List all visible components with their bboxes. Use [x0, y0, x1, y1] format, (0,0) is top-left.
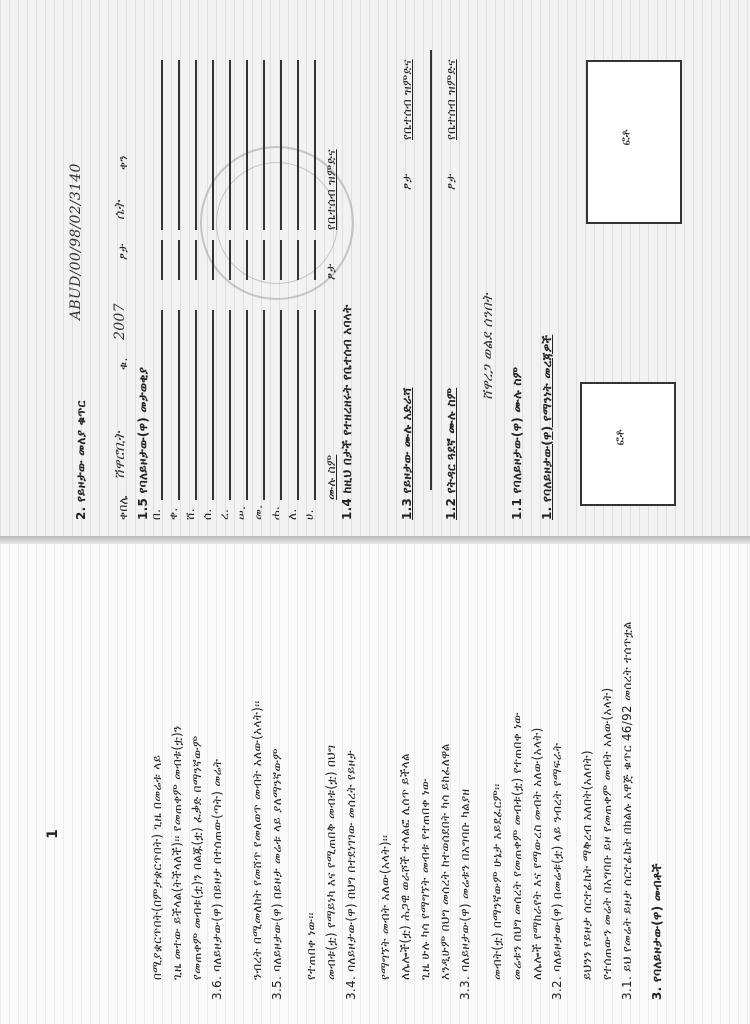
para-3-1-line-2: የተሰጠውን መሬት በአግባቡ ይዞ የመጠቀም መብት አለው(አላት): [600, 687, 614, 980]
field-id-kebele-label: ቀበሌ: [116, 495, 130, 520]
field-id-kebele-value: ሽዋሮቢት: [112, 431, 128, 480]
family-row-name-line: [263, 310, 265, 500]
family-row-letter: ረ.: [217, 508, 231, 520]
para-3-2-line-3: መሬቱን በህግ መሰረት የመጠቀም መብቱ(ቷ) የተጠበቀ ነው: [510, 712, 524, 980]
page-fold: [0, 536, 750, 544]
para-3-2: 3.2. ባለይዞታው(ዋ) በመሬቱ(ቷ) ላይ ንብረት የማፍራት: [550, 742, 564, 1000]
family-row-relation-line: [246, 60, 248, 230]
photo-box-1-label: ፎቶ: [618, 129, 633, 146]
family-row-relation-line: [229, 60, 231, 230]
para-3-4: 3.4. ባለይዞታው(ዋ) በህግ በተደነገገው መሰረት የይዞታ: [344, 750, 358, 1000]
family-row-relation-line: [195, 60, 197, 230]
field-address-relation-label: የቤተሰብ ዝምድና: [400, 59, 414, 140]
para-3-1-line-3: ይህንን የይዞታ ሰርተፊኬት ማቅረብ አለበት(አለባት): [580, 750, 594, 980]
field-parcel-id-value: ABUD/00/98/02/3140: [68, 163, 84, 320]
family-row-name-line: [161, 310, 163, 500]
family-row-letter: ሠ.: [234, 505, 248, 520]
family-row-sex-line: [212, 240, 214, 280]
family-row-name-line: [246, 310, 248, 500]
family-row-letter: ሐ.: [268, 505, 282, 520]
field-address-label: 1.3 የይዞታው ሙሉ አድራሻ: [400, 387, 414, 520]
family-row-letter: ሀ.: [302, 509, 316, 520]
para-3-1: 3.1. ይህ የመሬት ይዞታ ሰርተፊኬት በክልሉ አዋጅ ቁጥር 46/92 መሰረት ተሰጥቷል: [620, 621, 634, 1000]
para-3-6-line-4: በሚያቋርጥበት(በምታቋርጥበት) ጊዜ በመሬቱ ላይ: [150, 754, 164, 980]
family-col-sex: ፆታ: [324, 263, 338, 280]
family-row-name-line: [229, 310, 231, 500]
family-col-relation: የቤተሰብ ዝምድና: [324, 149, 338, 230]
para-3-5-line-2: ንብረት በሚመለከት የመሸጥ የመለወጥ መብት አለው(አላት)፡፡: [250, 700, 264, 980]
para-3-3-line-4: ለሌሎች(ቷ) ሕጋዊ ወራሾች ተላልፎ ሊሰጥ ይችላል: [398, 753, 412, 980]
family-row-letter: ለ.: [285, 508, 299, 520]
field-id-date-label: ቀን: [116, 155, 130, 170]
family-col-name: ሙሉ ስም: [324, 454, 338, 500]
section-3-heading: 3. የባለይዞታው(ዋ) መብቶች: [650, 863, 664, 1000]
field-id-sex-value: ሴት: [112, 200, 128, 220]
para-3-6: 3.6. ባለይዞታው(ዋ) በይዞታ በተሰጠው(ጣት) መሬት: [210, 758, 224, 1000]
para-3-3-line-3: ጊዜ ሁሉ ካሳ የማግኘት መብቱ የተጠበቀ ነው: [418, 778, 432, 980]
registration-form: [40, 20, 690, 520]
field-id-number-label: ቁ.: [116, 357, 130, 370]
para-3-3-line-2: እንዲሁም በህግ መሰረት ከተወሰደበት ካሳ ይከፈለዋል: [438, 743, 452, 980]
family-row-relation-line: [263, 60, 265, 230]
photo-box-2-label: ፎቶ: [612, 429, 627, 446]
family-row-sex-line: [314, 240, 316, 280]
family-row-sex-line: [263, 240, 265, 280]
family-row-relation-line: [280, 60, 282, 230]
para-3-4-line-3: የተጠበቀ ነው፡፡: [304, 912, 318, 980]
para-3-4-line-2: መብቱ(ቷ) የማይነካ እና የሚጠበቅ መብቱ(ቷ) በህግ: [324, 744, 338, 980]
field-spouse-relation-label: የቤተሰብ ዝምድና: [444, 59, 458, 140]
family-row-relation-line: [314, 60, 316, 230]
family-row-name-line: [195, 310, 197, 500]
family-row-sex-line: [297, 240, 299, 280]
spouse-entry-line: [430, 50, 432, 490]
family-row-sex-line: [280, 240, 282, 280]
field-id-sex-label: ፆታ: [116, 243, 130, 260]
family-row-sex-line: [161, 240, 163, 280]
para-3-5: 3.5. ባለይዞታው(ዋ) በይዞታ መሬቱ ላይ ያለማንኛውም: [270, 748, 284, 1000]
family-row-sex-line: [229, 240, 231, 280]
family-row-letter: ሸ.: [183, 508, 197, 520]
field-family-members-label: 1.4 ከዚህ በታች የተዘረዘሩት የቤተሰብ አባላት: [340, 304, 354, 520]
field-address-sex-label: ፆታ: [400, 173, 414, 190]
rights-section: [90, 570, 730, 1000]
family-row-letter: መ.: [251, 504, 265, 520]
field-parcel-id-label: 2. የይዞታው መለያ ቁጥር: [74, 400, 88, 520]
family-row-name-line: [280, 310, 282, 500]
family-row-sex-line: [195, 240, 197, 280]
family-row-letter: በ.: [149, 508, 163, 520]
field-id-number-value: 2007: [112, 303, 128, 340]
para-3-6-line-3: ጊዜ መተው ይችላል(ትችላለች)፡፡ የመጠቀም መብቱ(ቷ)ን: [170, 725, 184, 980]
family-row-sex-line: [246, 240, 248, 280]
family-row-letter: ሰ.: [200, 508, 214, 520]
para-3-2-line-2: ለሌሎች የማከራየት እና የማውረስ መብት አለው(አላት): [530, 727, 544, 980]
para-3-3-line-5: የማግኘት መብት አለው(አላት)፡፡: [378, 834, 392, 980]
family-row-sex-line: [178, 240, 180, 280]
family-row-name-line: [314, 310, 316, 500]
field-spouse-name-label: 1.2 የትዳር ጓደኛ ሙሉ ስም: [444, 387, 458, 520]
family-row-name-line: [212, 310, 214, 500]
para-3-2-line-4: መብት(ቷ) በማንኛውም ሁኔታ አይደፈርም፡፡: [490, 783, 504, 980]
para-3-3: 3.3. ባለይዞታው(ዋ) መሬቱን በአግባቡ ካልያዘ: [458, 788, 472, 1000]
family-row-letter: ቀ.: [166, 507, 180, 520]
family-row-relation-line: [161, 60, 163, 230]
family-row-name-line: [178, 310, 180, 500]
field-holder-name-value: ሸዋረጋ ወልደ ሰንበት: [480, 293, 496, 400]
family-row-relation-line: [178, 60, 180, 230]
field-holder-name-label: 1.1 የባለይዞታው(ዋ) ሙሉ ስም: [510, 366, 524, 520]
page-number: 1: [44, 829, 61, 839]
section-1-heading: 1. የባለይዞታው(ዋ) የማንነት መረጃዎች: [540, 334, 554, 520]
family-row-relation-line: [297, 60, 299, 230]
family-row-relation-line: [212, 60, 214, 230]
field-spouse-sex-label: ፆታ: [444, 173, 458, 190]
para-3-6-line-2: የመጠቀም መብቱ(ቷ)ን በልጁ(ቷ) ፈቃድ በማንኛውም: [190, 735, 204, 980]
family-row-name-line: [297, 310, 299, 500]
field-id-label: 1.5 የባለይዞታው(ዋ) መታወቂያ: [136, 366, 150, 520]
